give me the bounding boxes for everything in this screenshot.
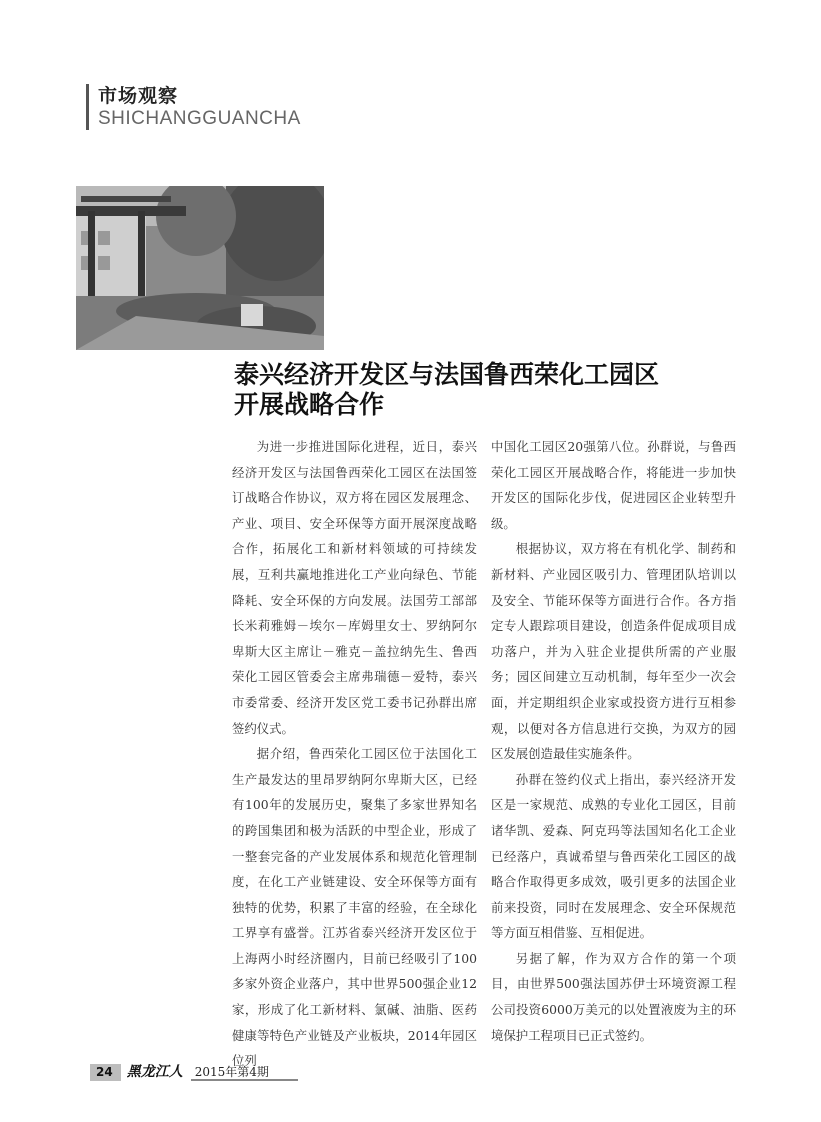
paragraph: 据介绍，鲁西荣化工园区位于法国化工生产最发达的里昂罗纳阿尔卑斯大区，已经有100年的发展历史，聚集了多家世界知名的跨国集团和极为活跃的中型企业，形成了一整套完备的产业发展体系和规范化管理制度，在化工产业链建设、安全环保等方面有独特的优势，积累了丰富的经验，在全球化工界享有盛誉。江苏省泰兴经济开发区位于上海两小时经济圈内，目前已经吸引了100多家外资企业落户，其中世界500强企业12家，形成了化工新材料、氯碱、油脂、医药健康等特色产业链及产业板块，2014年园区位列 [232,746,477,1069]
page-number: 24 [90,1064,121,1081]
paragraph: 中国化工园区20强第八位。孙群说，与鲁西荣化工园区开展战略合作，将能进一步加快开发区的国际化步伐，促进园区企业转型升级。 [491,439,736,531]
headline-line-2: 开展战略合作 [234,390,385,419]
right-column [491,434,736,1048]
paragraph: 根据协议，双方将在有机化学、制药和新材料、产业园区吸引力、管理团队培训以及安全、节能环保等方面进行合作。各方指定专人跟踪项目建设，创造条件促成项目成功落户，并为入驻企业提供所需的产业服务；园区间建立互动机制，每年至少一次会面，并定期组织企业家或投资方进行互相参观，以便对各方信息进行交换，为双方的园区发展创造最佳实施条件。 [491,541,736,762]
headline-line-1: 泰兴经济开发区与法国鲁西荣化工园区 [234,360,660,389]
page-footer [90,1064,298,1081]
paragraph: 为进一步推进国际化进程，近日，泰兴经济开发区与法国鲁西荣化工园区在法国签订战略合作协议，双方将在园区发展理念、产业、项目、安全环保等方面开展深度战略合作，拓展化工和新材料领域的可持续发展，互利共赢地推进化工产业向绿色、节能降耗、安全环保的方向发展。法国劳工部部长米莉雅姆－埃尔－库姆里女士、罗纳阿尔卑斯大区主席让－雅克－盖拉纳先生、鲁西荣化工园区管委会主席弗瑞德－爱特，泰兴市委常委、经济开发区党工委书记孙群出席签约仪式。 [232,439,477,736]
article-photo [76,186,324,350]
section-header [86,84,301,130]
paragraph: 孙群在签约仪式上指出，泰兴经济开发区是一家规范、成熟的专业化工园区，目前诸华凯、爱森、阿克玛等法国知名化工企业已经落户，真诚希望与鲁西荣化工园区的战略合作取得更多成效，吸引更多的法国企业前来投资，同时在发展理念、安全环保规范等方面互相借鉴、互相促进。 [491,771,736,941]
section-title: 市场观察 [98,85,179,107]
magazine-logo: 黑龙江人 [126,1064,183,1080]
section-subtitle: SHICHANGGUANCHA [98,108,301,129]
paragraph: 另据了解，作为双方合作的第一个项目，由世界500强法国苏伊士环境资源工程公司投资6000万美元的以处置液废为主的环境保护工程项目已正式签约。 [491,950,736,1043]
issue-label: 2015年第4期 [191,1064,298,1081]
left-column [232,434,477,1074]
article-headline [234,360,794,420]
garden-pergola-image [76,186,324,350]
